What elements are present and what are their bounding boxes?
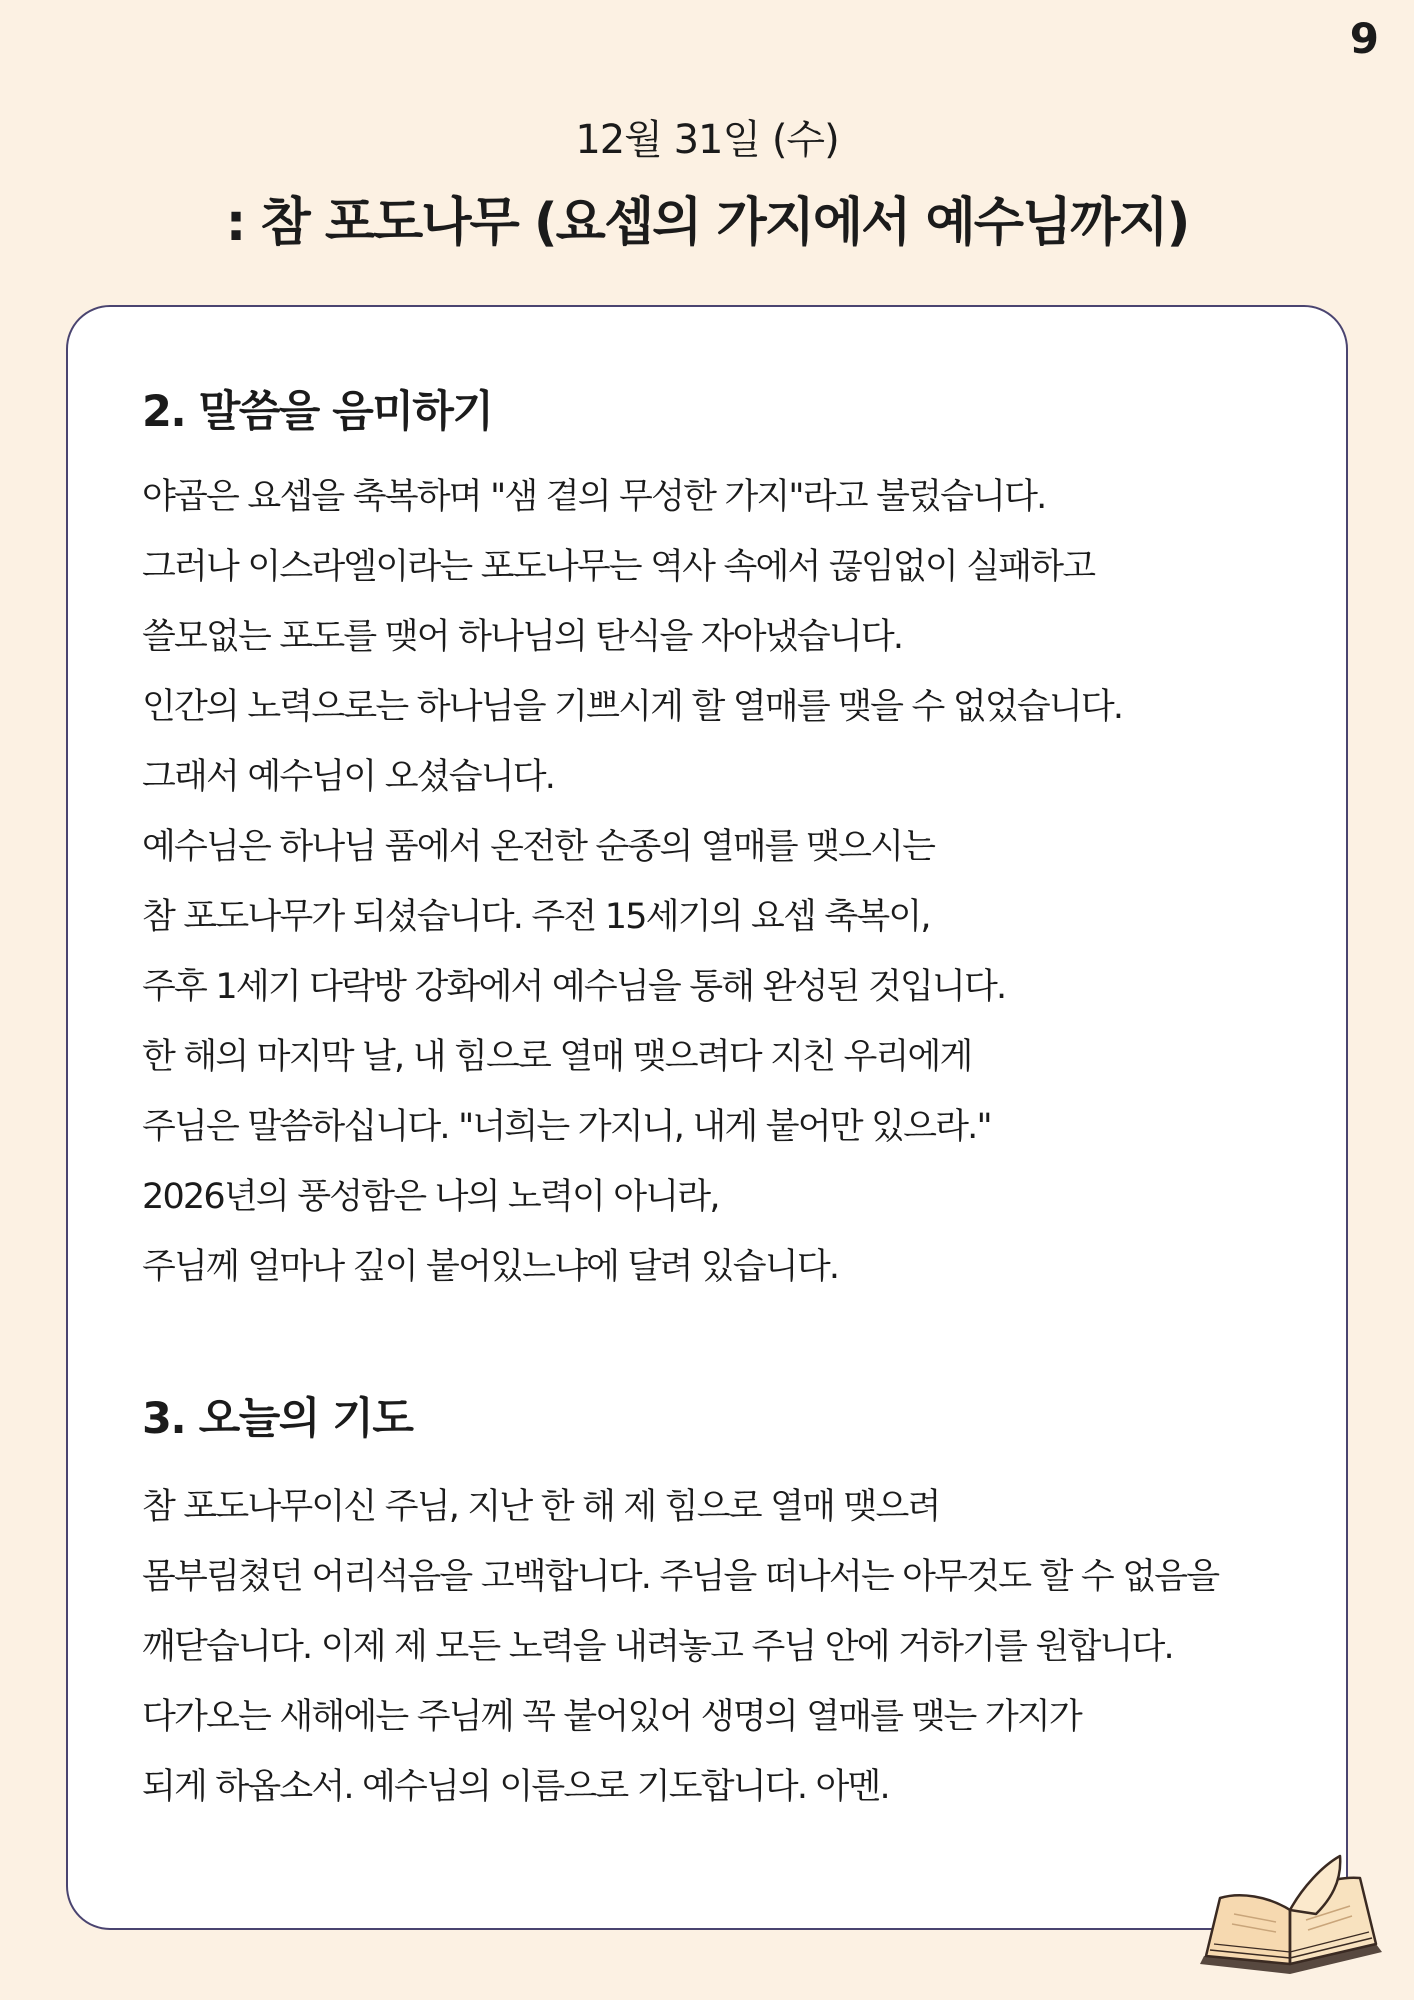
section-heading-prayer: 3. 오늘의 기도 [142,1394,413,1444]
text-line: 주후 1세기 다락방 강화에서 예수님을 통해 완성된 것입니다. [142,967,1006,1007]
text-line: 그래서 예수님이 오셨습니다. [142,757,555,797]
text-line: 다가오는 새해에는 주님께 꼭 붙어있어 생명의 열매를 맺는 가지가 [142,1697,1081,1737]
text-line: 참 포도나무이신 주님, 지난 한 해 제 힘으로 열매 맺으려 [142,1487,940,1527]
devotion-title: : 참 포도나무 (요셉의 가지에서 예수님까지) [225,193,1189,253]
devotion-date: 12월 31일 (수) [575,117,839,163]
text-line: 되게 하옵소서. 예수님의 이름으로 기도합니다. 아멘. [142,1767,889,1807]
text-line: 예수님은 하나님 품에서 온전한 순종의 열매를 맺으시는 [142,827,935,867]
section-heading-meditation: 2. 말씀을 음미하기 [142,387,493,437]
text-line: 주님은 말씀하십니다. "너희는 가지니, 내게 붙어만 있으라." [142,1107,991,1147]
page-number: 9 [1349,14,1378,63]
text-line: 야곱은 요셉을 축복하며 "샘 곁의 무성한 가지"라고 불렀습니다. [142,477,1046,517]
text-line: 그러나 이스라엘이라는 포도나무는 역사 속에서 끊임없이 실패하고 [142,547,1095,587]
prayer-paragraph [142,1472,1342,1822]
meditation-paragraph [142,462,1342,1302]
text-line: 깨닫습니다. 이제 제 모든 노력을 내려놓고 주님 안에 거하기를 원합니다. [142,1627,1173,1667]
text-line: 몸부림쳤던 어리석음을 고백합니다. 주님을 떠나서는 아무것도 할 수 없음을 [142,1557,1219,1597]
text-line: 한 해의 마지막 날, 내 힘으로 열매 맺으려다 지친 우리에게 [142,1037,972,1077]
text-line: 인간의 노력으로는 하나님을 기쁘시게 할 열매를 맺을 수 없었습니다. [142,687,1123,727]
text-line: 2026년의 풍성함은 나의 노력이 아니라, [142,1177,719,1217]
text-line: 참 포도나무가 되셨습니다. 주전 15세기의 요셉 축복이, [142,897,930,937]
open-book-icon [1190,1852,1390,1982]
text-line: 주님께 얼마나 깊이 붙어있느냐에 달려 있습니다. [142,1247,839,1287]
text-line: 쓸모없는 포도를 맺어 하나님의 탄식을 자아냈습니다. [142,617,903,657]
